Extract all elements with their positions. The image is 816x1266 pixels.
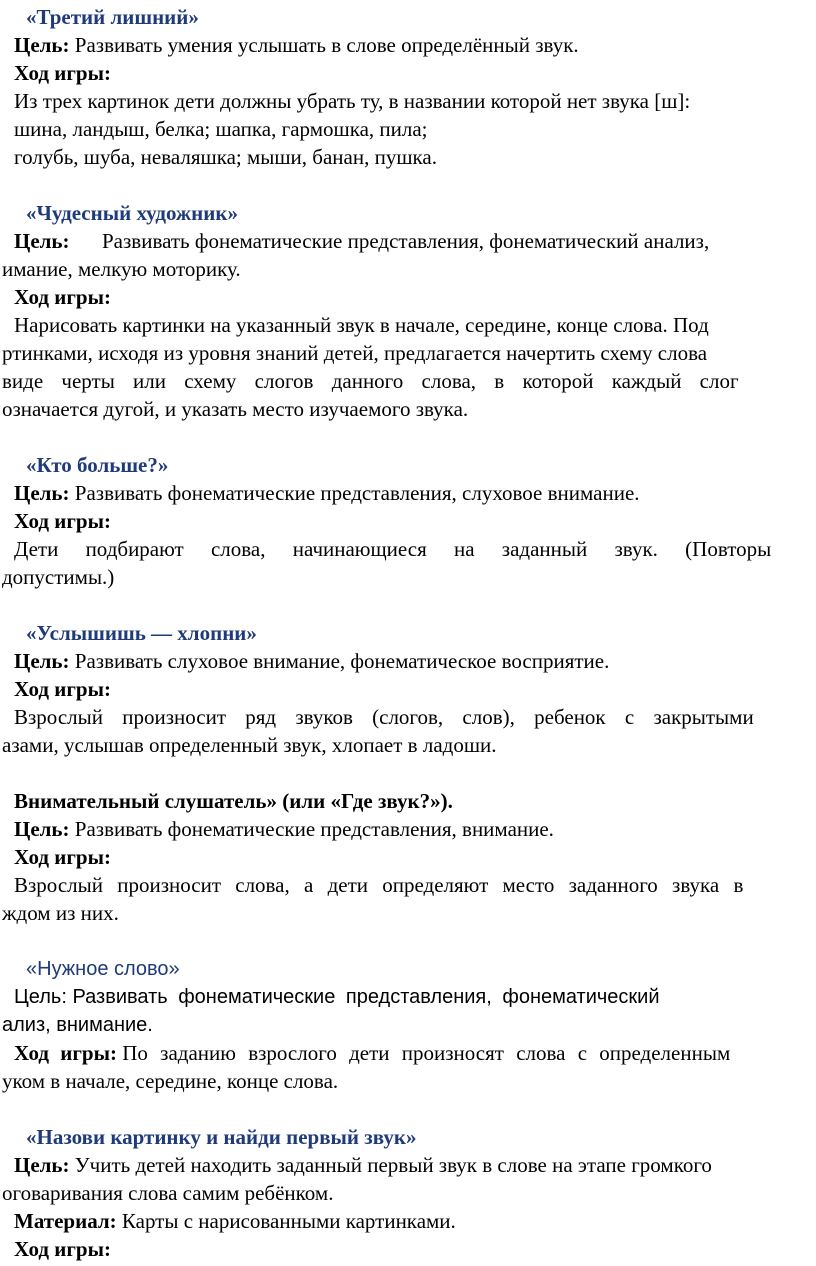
- course-text: Дети подбирают слова, начинающиеся на заданный звук. (Повторы: [14, 537, 772, 561]
- goal-line: [14, 32, 579, 58]
- course-label: Ход игры:: [14, 61, 111, 85]
- material-text: Карты с нарисованными картинками.: [116, 1209, 456, 1233]
- course-text: виде черты или схему слогов данного слова, в которой каждый слог: [2, 369, 739, 393]
- goal-line: [14, 984, 660, 1010]
- goal-line: [14, 816, 554, 842]
- goal-line: [14, 1152, 712, 1178]
- course-text: Взрослый произносит ряд звуков (слогов, слов), ребенок с закрытыми: [14, 705, 754, 729]
- goal-label: Цель:: [14, 649, 70, 673]
- course-text: Нарисовать картинки на указанный звук в начале, середине, конце слова. Под: [14, 313, 709, 337]
- goal-text: ализ, внимание.: [2, 1014, 153, 1036]
- goal-text: Учить детей находить заданный первый звук в слове на этапе громкого: [74, 1153, 712, 1177]
- goal-label: Цель:: [14, 481, 70, 505]
- course-text: допустимы.): [2, 565, 115, 589]
- goal-text: Развивать фонематические представления, внимание.: [69, 817, 554, 841]
- goal-text: [102, 228, 814, 254]
- course-text: уком в начале, середине, конце слова.: [2, 1069, 339, 1093]
- goal-label: Цель:: [14, 817, 70, 841]
- course-label: Ход игры:: [14, 1041, 117, 1065]
- goal-text: Развивать умения услышать в слове определённый звук.: [69, 33, 579, 57]
- course-text: Взрослый произносит слова, а дети определяют место заданного звука в: [14, 873, 744, 897]
- game-title: «Нужное слово»: [26, 958, 180, 980]
- goal-text: имание, мелкую моторику.: [2, 257, 241, 281]
- goal-text: Развивать слуховое внимание, фонематическое восприятие.: [69, 649, 610, 673]
- goal-text: оговаривания слова самим ребёнком.: [2, 1181, 334, 1205]
- course-text: ртинками, исходя из уровня знаний детей, предлагается начертить схему слова: [2, 341, 708, 365]
- goal-text: Развивать фонематические представления, слуховое внимание.: [69, 481, 640, 505]
- course-label: Ход игры:: [14, 1237, 111, 1261]
- material-line: [14, 1208, 456, 1234]
- course-label: Ход игры:: [14, 845, 111, 869]
- course-label: Ход игры:: [14, 677, 111, 701]
- course-label: Ход игры:: [14, 285, 111, 309]
- game-title: «Третий лишний»: [26, 5, 199, 29]
- course-text: Из трех картинок дети должны убрать ту, в названии которой нет звука [ш]:: [14, 89, 691, 113]
- game-title: «Кто больше?»: [26, 453, 169, 477]
- course-text: шина, ландыш, белка; шапка, гармошка, пила;: [14, 117, 428, 141]
- goal-text-line: Развивать фонематические представления, фонематический анализ,: [102, 229, 710, 253]
- goal-line: [14, 480, 640, 506]
- goal-line: [14, 228, 814, 254]
- course-label: Ход игры:: [14, 509, 111, 533]
- course-text: голубь, шуба, неваляшка; мыши, банан, пушка.: [14, 145, 437, 169]
- goal-label: Цель:: [14, 229, 70, 253]
- course-text: означается дугой, и указать место изучаемого звука.: [2, 397, 469, 421]
- course-text: азами, услышав определенный звук, хлопает в ладоши.: [2, 733, 497, 757]
- goal-label: Цель:: [14, 1153, 70, 1177]
- game-title: «Услышишь — хлопни»: [26, 621, 257, 645]
- goal-label: Цель:: [14, 986, 67, 1008]
- goal-line: [14, 648, 609, 674]
- game-title: «Чудесный художник»: [26, 201, 238, 225]
- material-label: Материал:: [14, 1209, 117, 1233]
- course-text: По заданию взрослого дети произносят слова с определенным: [122, 1041, 731, 1065]
- game-title: Внимательный слушатель» (или «Где звук?»).: [14, 789, 453, 813]
- goal-text: Развивать фонематические представления, фонематический: [72, 986, 660, 1008]
- course-text: ждом из них.: [2, 901, 119, 925]
- goal-label: Цель:: [14, 33, 70, 57]
- game-title: «Назови картинку и найди первый звук»: [26, 1125, 417, 1149]
- course-line: [14, 1040, 730, 1066]
